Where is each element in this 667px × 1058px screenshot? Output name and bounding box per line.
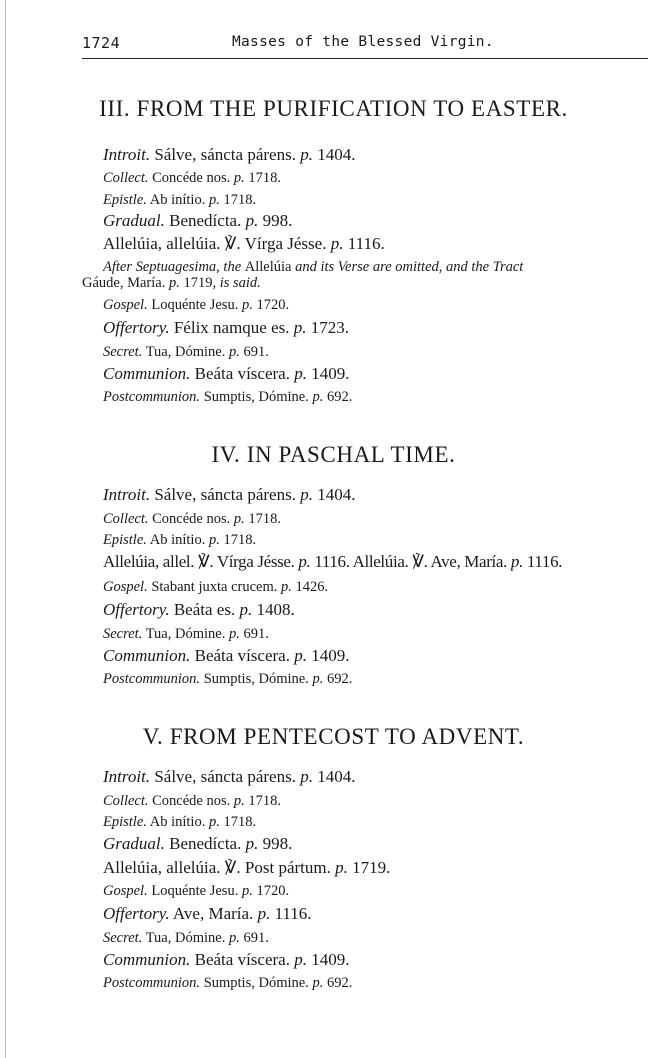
entry-communion: Communion. Beáta víscera. p. 1409. xyxy=(103,364,350,383)
entry-gradual: Gradual. Benedícta. p. 998. xyxy=(103,211,293,230)
entry-collect: Collect. Concéde nos. p. 1718. xyxy=(103,793,282,809)
entry-offertory: Offertory. Félix namque es. p. 1723. xyxy=(103,318,350,337)
entry-communion: Communion. Beáta víscera. p. 1409. xyxy=(103,646,350,665)
entry-alleluia: Allelúia, allel. ℣. Vírga Jésse. p. 1116. Allelúia. ℣. Ave, María. p. 1116. xyxy=(103,552,563,571)
entry-offertory: Offertory. Ave, María. p. 1116. xyxy=(103,904,312,923)
entry-secret: Secret. Tua, Dómine. p. 691. xyxy=(103,930,269,946)
section-heading-pentecost: V. FROM PENTECOST TO ADVENT. xyxy=(142,724,525,749)
entry-secret: Secret. Tua, Dómine. p. 691. xyxy=(103,344,269,360)
running-title: Masses of the Blessed Virgin. xyxy=(232,34,494,50)
entry-epistle: Epistle. Ab inítio. p. 1718. xyxy=(103,532,257,548)
page-edge-rule xyxy=(5,0,6,1058)
header-rule xyxy=(82,58,648,59)
entry-alleluia: Allelúia, allelúia. ℣. Post pártum. p. 1719. xyxy=(103,858,391,877)
section-heading-purification: III. FROM THE PURIFICATION TO EASTER. xyxy=(99,96,568,121)
entry-gradual: Gradual. Benedícta. p. 998. xyxy=(103,834,293,853)
entry-gospel: Gospel. Loquénte Jesu. p. 1720. xyxy=(103,297,290,313)
entry-epistle: Epistle. Ab inítio. p. 1718. xyxy=(103,192,257,208)
entry-introit: Introit. Sálve, sáncta párens. p. 1404. xyxy=(103,485,356,504)
entry-collect: Collect. Concéde nos. p. 1718. xyxy=(103,170,282,186)
entry-introit: Introit. Sálve, sáncta párens. p. 1404. xyxy=(103,145,356,164)
entry-postcommunion: Postcommunion. Sumptis, Dómine. p. 692. xyxy=(103,389,353,405)
entry-introit: Introit. Sálve, sáncta párens. p. 1404. xyxy=(103,767,356,786)
entry-secret: Secret. Tua, Dómine. p. 691. xyxy=(103,626,269,642)
entry-alleluia: Allelúia, allelúia. ℣. Vírga Jésse. p. 1116. xyxy=(103,234,385,253)
section-heading-paschal: IV. IN PASCHAL TIME. xyxy=(211,442,456,467)
page-header xyxy=(82,34,648,56)
septuagesima-note: After Septuagesima, the Allelúia and its Verse are omitted, and the Tract Gáude, María. p. 1719, is said. xyxy=(82,259,524,292)
entry-gospel: Gospel. Stabant juxta crucem. p. 1426. xyxy=(103,579,329,595)
page-number: 1724 xyxy=(82,34,121,52)
entry-postcommunion: Postcommunion. Sumptis, Dómine. p. 692. xyxy=(103,671,353,687)
entry-gospel: Gospel. Loquénte Jesu. p. 1720. xyxy=(103,883,290,899)
entry-collect: Collect. Concéde nos. p. 1718. xyxy=(103,511,282,527)
entry-postcommunion: Postcommunion. Sumptis, Dómine. p. 692. xyxy=(103,975,353,991)
entry-epistle: Epistle. Ab inítio. p. 1718. xyxy=(103,814,257,830)
entry-offertory: Offertory. Beáta es. p. 1408. xyxy=(103,600,295,619)
entry-communion: Communion. Beáta víscera. p. 1409. xyxy=(103,950,350,969)
